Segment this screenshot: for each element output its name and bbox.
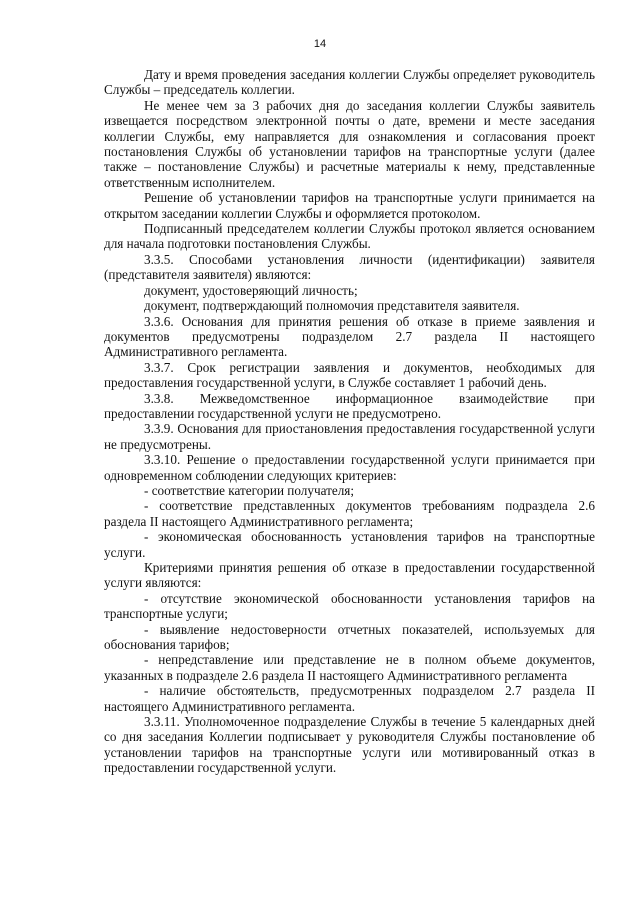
paragraph: Дату и время проведения заседания коллегии Службы определяет руководитель Службы – председатель коллегии.: [104, 67, 595, 98]
list-item: документ, подтверждающий полномочия представителя заявителя.: [144, 298, 520, 314]
list-item: - отсутствие экономической обоснованности установления тарифов на транспортные услуги;: [104, 590, 595, 622]
paragraph: Не менее чем за 3 рабочих дня до заседания коллегии Службы заявитель извещается посредством электронной почты о дате, времени и месте заседания коллегии Службы, ему направляется для ознакомления и согласования проект постановления Службы об установлении тарифов на транспортные услуги (далее также – постановление Службы) и расчетные материалы к нему, представленные ответственным исполнителем.: [104, 97, 595, 190]
document-body: [104, 67, 595, 776]
paragraph: 3.3.5. Способами установления личности (идентификации) заявителя (представителя заявителя) являются:: [104, 251, 595, 283]
list-item: документ, удостоверяющий личность;: [144, 282, 358, 298]
paragraph: Подписанный председателем коллегии Службы протокол является основанием для начала подготовки постановления Службы.: [104, 221, 595, 252]
paragraph: 3.3.11. Уполномоченное подразделение Службы в течение 5 календарных дней со дня заседания Коллегии подписывает у руководителя Службы постановление об установлении тарифов на транспортные услуги или мотивированный отказ в предоставлении государственной услуги.: [104, 714, 595, 776]
page-number: 14: [313, 38, 327, 50]
paragraph: 3.3.7. Срок регистрации заявления и документов, необходимых для предоставления государственной услуги, в Службе составляет 1 рабочий день.: [104, 359, 595, 391]
paragraph: 3.3.9. Основания для приостановления предоставления государственной услуги не предусмотрены.: [104, 421, 595, 452]
paragraph: 3.3.6. Основания для принятия решения об отказе в приеме заявления и документов предусмотрены подразделом 2.7 раздела II настоящего Административного регламента.: [104, 313, 595, 360]
list-item: - соответствие категории получателя;: [144, 482, 355, 498]
paragraph: 3.3.8. Межведомственное информационное взаимодействие при предоставлении государственной услуги не предусмотрено.: [104, 390, 595, 421]
list-item: - выявление недостоверности отчетных показателей, используемых для обоснования тарифов;: [104, 621, 595, 653]
list-item: - экономическая обоснованность установления тарифов на транспортные услуги.: [104, 529, 595, 560]
list-item: - наличие обстоятельств, предусмотренных подразделом 2.7 раздела II настоящего Административного регламента.: [104, 683, 595, 714]
paragraph: Решение об установлении тарифов на транспортные услуги принимается на открытом заседании коллегии Службы и оформляется протоколом.: [104, 190, 595, 221]
list-item: - непредставление или представление не в полном объеме документов, указанных в подразделе 2.6 раздела II настоящего Административного регламента: [104, 652, 595, 683]
paragraph: Критериями принятия решения об отказе в предоставлении государственной услуги являются:: [104, 560, 595, 591]
paragraph: 3.3.10. Решение о предоставлении государственной услуги принимается при одновременном соблюдении следующих критериев:: [104, 452, 595, 483]
list-item: - соответствие представленных документов требованиям подраздела 2.6 раздела II настоящего Административного регламента;: [104, 498, 595, 529]
